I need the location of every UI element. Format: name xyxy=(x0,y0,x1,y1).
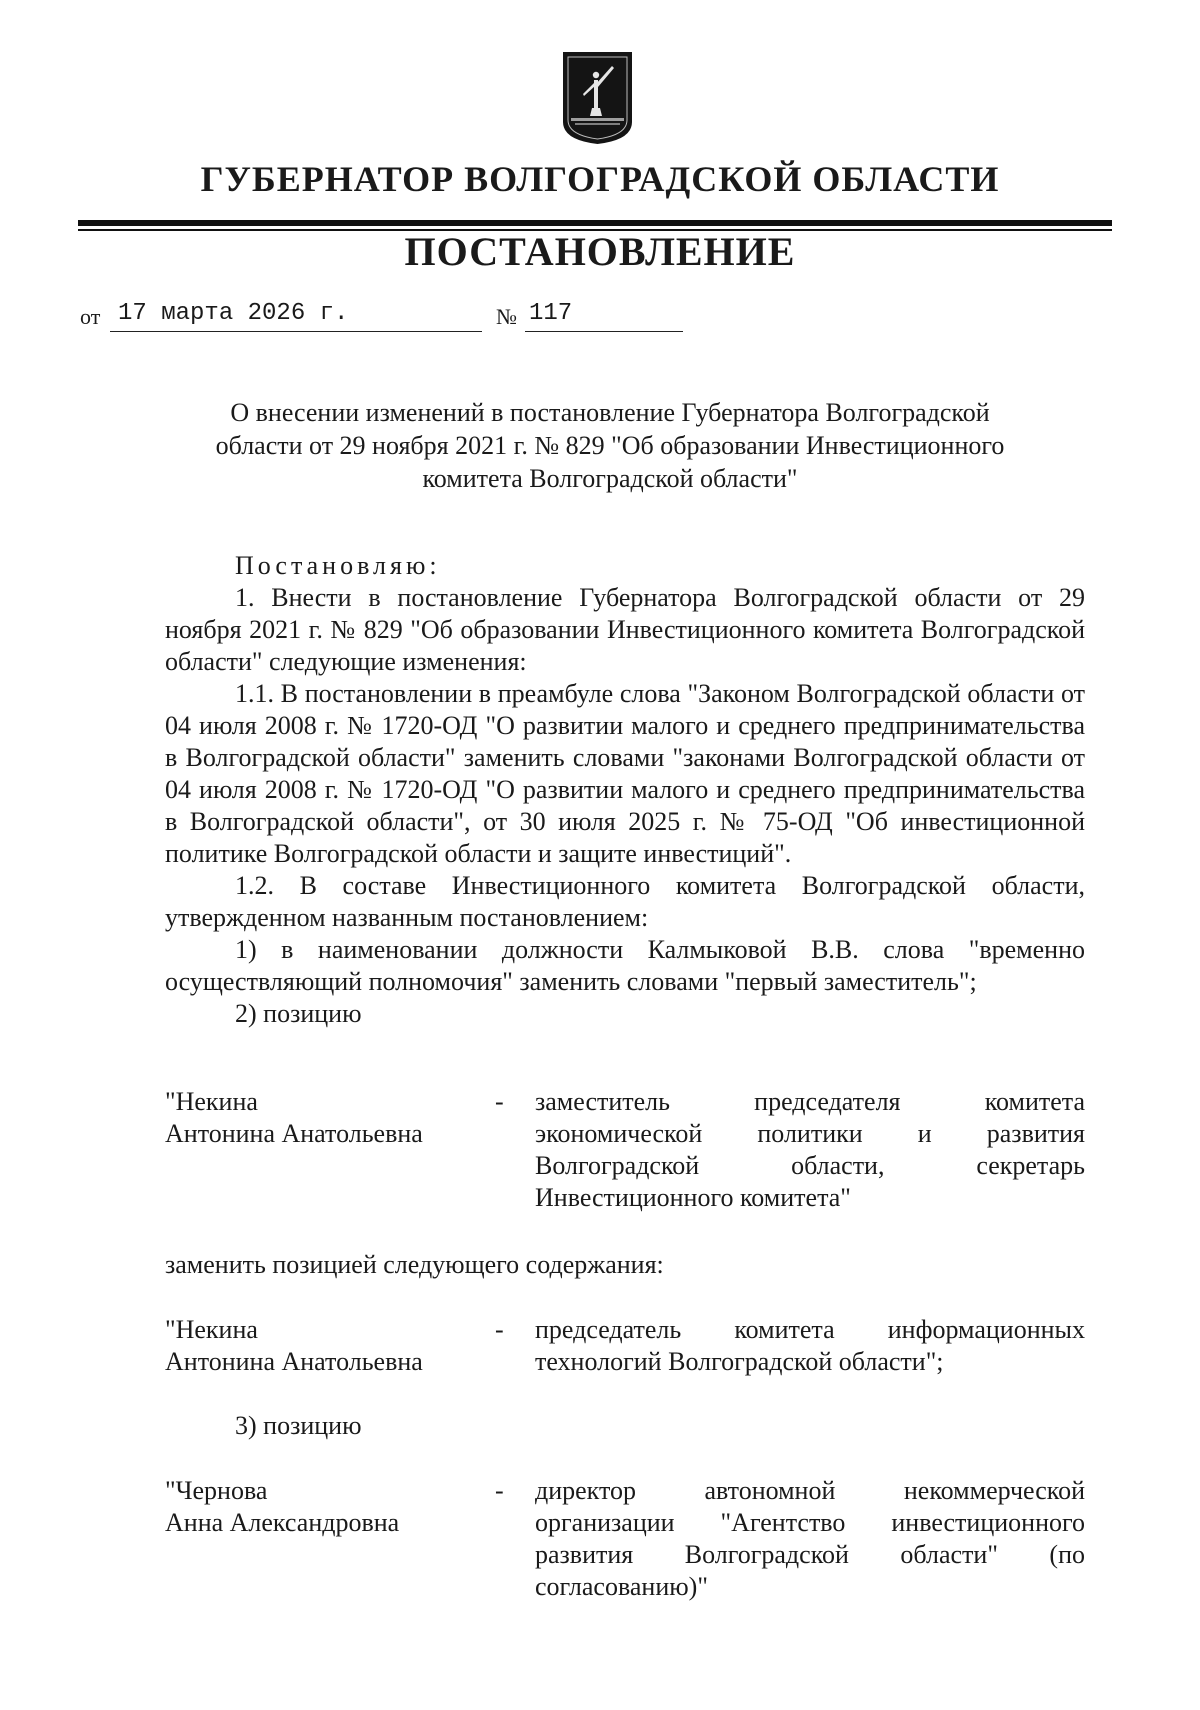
paragraph-1-2-item-2: 2) позицию xyxy=(235,999,362,1028)
position-given-names: Антонина Анатольевна xyxy=(165,1347,423,1376)
position-given-names: Анна Александровна xyxy=(165,1508,400,1537)
position-surname: "Некина xyxy=(165,1087,258,1116)
position-surname: "Некина xyxy=(165,1315,258,1344)
position-dash: - xyxy=(495,1087,504,1116)
header-rule-thick xyxy=(78,220,1112,226)
position-given-names: Антонина Анатольевна xyxy=(165,1119,423,1148)
position-surname: "Чернова xyxy=(165,1476,268,1505)
subject-line: области от 29 ноября 2021 г. № 829 "Об образовании Инвестиционного xyxy=(215,431,1005,460)
issuing-authority: ГУБЕРНАТОР ВОЛГОГРАДСКОЙ ОБЛАСТИ xyxy=(200,159,1000,199)
document-subject xyxy=(180,396,1040,495)
paragraph-1-2-item-1: 1) в наименовании должности Калмыковой В.В. слова "временно осуществляющий полномочия" заменить словами "первый заместитель"; xyxy=(165,935,1085,996)
position-description: заместитель председателя комитета экономической политики и развития Волгоградской области, секретарь Инвестиционного комитета" xyxy=(535,1087,1085,1212)
document-number: 117 xyxy=(525,300,683,332)
date-from-label: от xyxy=(80,304,101,329)
paragraph-1-1: 1.1. В постановлении в преамбуле слова "Законом Волгоградской области от 04 июля 2008 г. № 1720-ОД "О развитии малого и среднего предпринимательства в Волгоградской области" заменить словами "законами Волгоградской области от 04 июля 2008 г. № 1720-ОД "О развитии малого и среднего предпринимательства в Волгоградской области", от 30 июля 2025 г. № 75-ОД "Об инвестиционной политике Волгоградской области и защите инвестиций". xyxy=(165,679,1085,868)
decree-body xyxy=(165,550,1085,1030)
position-name xyxy=(165,1314,485,1378)
position-dash: - xyxy=(495,1476,504,1505)
replace-with-text: заменить позицией следующего содержания: xyxy=(165,1250,664,1279)
position-description: председатель комитета информационных технологий Волгоградской области"; xyxy=(535,1315,1085,1376)
position-dash: - xyxy=(495,1315,504,1344)
position-description: директор автономной некоммерческой организации "Агентство инвестиционного развития Волгоградской области" (по согласованию)" xyxy=(535,1476,1085,1601)
decree-word: Постановляю: xyxy=(235,551,441,580)
document-type-title: ПОСТАНОВЛЕНИЕ xyxy=(404,229,796,274)
paragraph-1: 1. Внести в постановление Губернатора Волгоградской области от 29 ноября 2021 г. № 829 "Об образовании Инвестиционного комитета Волгоградской области" следующие изменения: xyxy=(165,583,1085,676)
paragraph-1-2: 1.2. В составе Инвестиционного комитета Волгоградской области, утвержденном названным постановлением: xyxy=(165,871,1085,932)
coat-of-arms-emblem xyxy=(559,50,636,146)
document-date: 17 марта 2026 г. xyxy=(110,300,482,332)
number-label: № xyxy=(496,304,517,329)
subject-line: комитета Волгоградской области" xyxy=(422,464,798,493)
position-name xyxy=(165,1475,485,1539)
position-name xyxy=(165,1086,485,1150)
subject-line: О внесении изменений в постановление Губернатора Волгоградской xyxy=(230,398,990,427)
paragraph-1-2-item-3: 3) позицию xyxy=(235,1411,362,1440)
